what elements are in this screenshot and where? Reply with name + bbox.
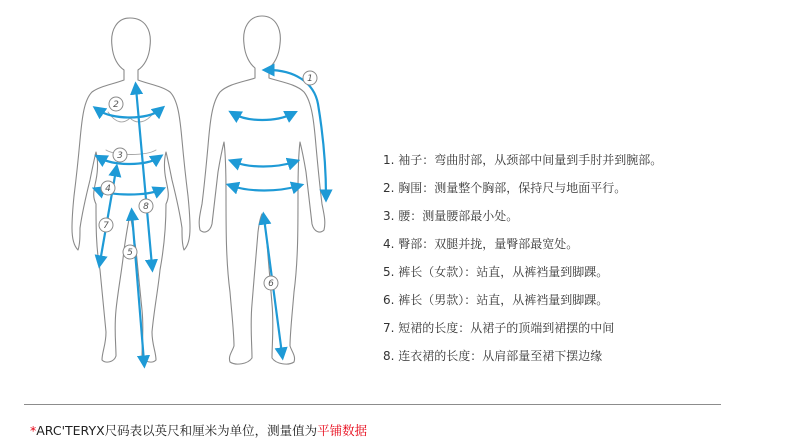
waist-line bbox=[100, 158, 158, 164]
legend-item-inseam-men: 6. 裤长（男款）：站直，从裤裆量到脚踝。 bbox=[383, 293, 609, 307]
male-chest-line bbox=[234, 114, 292, 120]
legend-item-chest: 2. 胸围：测量整个胸部，保持尺与地面平行。 bbox=[383, 181, 627, 195]
legend-item-dress-length: 8. 连衣裙的长度：从肩部量至裙下摆边缘 bbox=[383, 349, 603, 363]
svg-text:5: 5 bbox=[127, 248, 133, 258]
legend-item-inseam-women: 5. 裤长（女款）：站直，从裤裆量到脚踝。 bbox=[383, 265, 609, 279]
measurement-legend bbox=[383, 151, 662, 375]
footer-asterisk: * bbox=[30, 423, 37, 438]
footer-highlight: 平铺数据 bbox=[317, 423, 368, 438]
svg-text:3: 3 bbox=[117, 151, 123, 161]
badge-3 bbox=[113, 148, 127, 162]
legend-item-skirt-length: 7. 短裙的长度：从裙子的顶端到裙摆的中间 bbox=[383, 321, 615, 335]
badge-5 bbox=[123, 245, 137, 259]
female-figure bbox=[72, 18, 190, 362]
body-measurement-figures bbox=[0, 0, 360, 400]
badge-4 bbox=[101, 181, 115, 195]
male-waist-line bbox=[234, 162, 294, 167]
legend-item-waist: 3. 腰：测量腰部最小处。 bbox=[383, 209, 519, 223]
inseam-women-line bbox=[132, 214, 144, 362]
legend-item-hips: 4. 臀部：双腿并拢，量臀部最宽处。 bbox=[383, 237, 579, 251]
svg-text:7: 7 bbox=[103, 221, 109, 231]
badge-2 bbox=[109, 97, 123, 111]
legend-item-sleeve: 1. 袖子：弯曲肘部，从颈部中间量到手肘并到腕部。 bbox=[383, 153, 663, 167]
svg-text:1: 1 bbox=[307, 74, 313, 84]
svg-text:8: 8 bbox=[143, 202, 149, 212]
badge-8 bbox=[139, 199, 153, 213]
svg-text:4: 4 bbox=[105, 184, 111, 194]
badge-6 bbox=[264, 276, 278, 290]
footer-divider bbox=[24, 404, 721, 405]
sleeve-line bbox=[268, 70, 326, 196]
svg-text:6: 6 bbox=[268, 279, 274, 289]
badge-7 bbox=[99, 218, 113, 232]
badge-1 bbox=[303, 71, 317, 85]
footer-note bbox=[30, 421, 367, 439]
male-hip-line bbox=[232, 186, 298, 191]
svg-text:2: 2 bbox=[113, 100, 119, 110]
footer-text: ARC'TERYX尺码表以英尺和厘米为单位，测量值为 bbox=[36, 423, 318, 438]
